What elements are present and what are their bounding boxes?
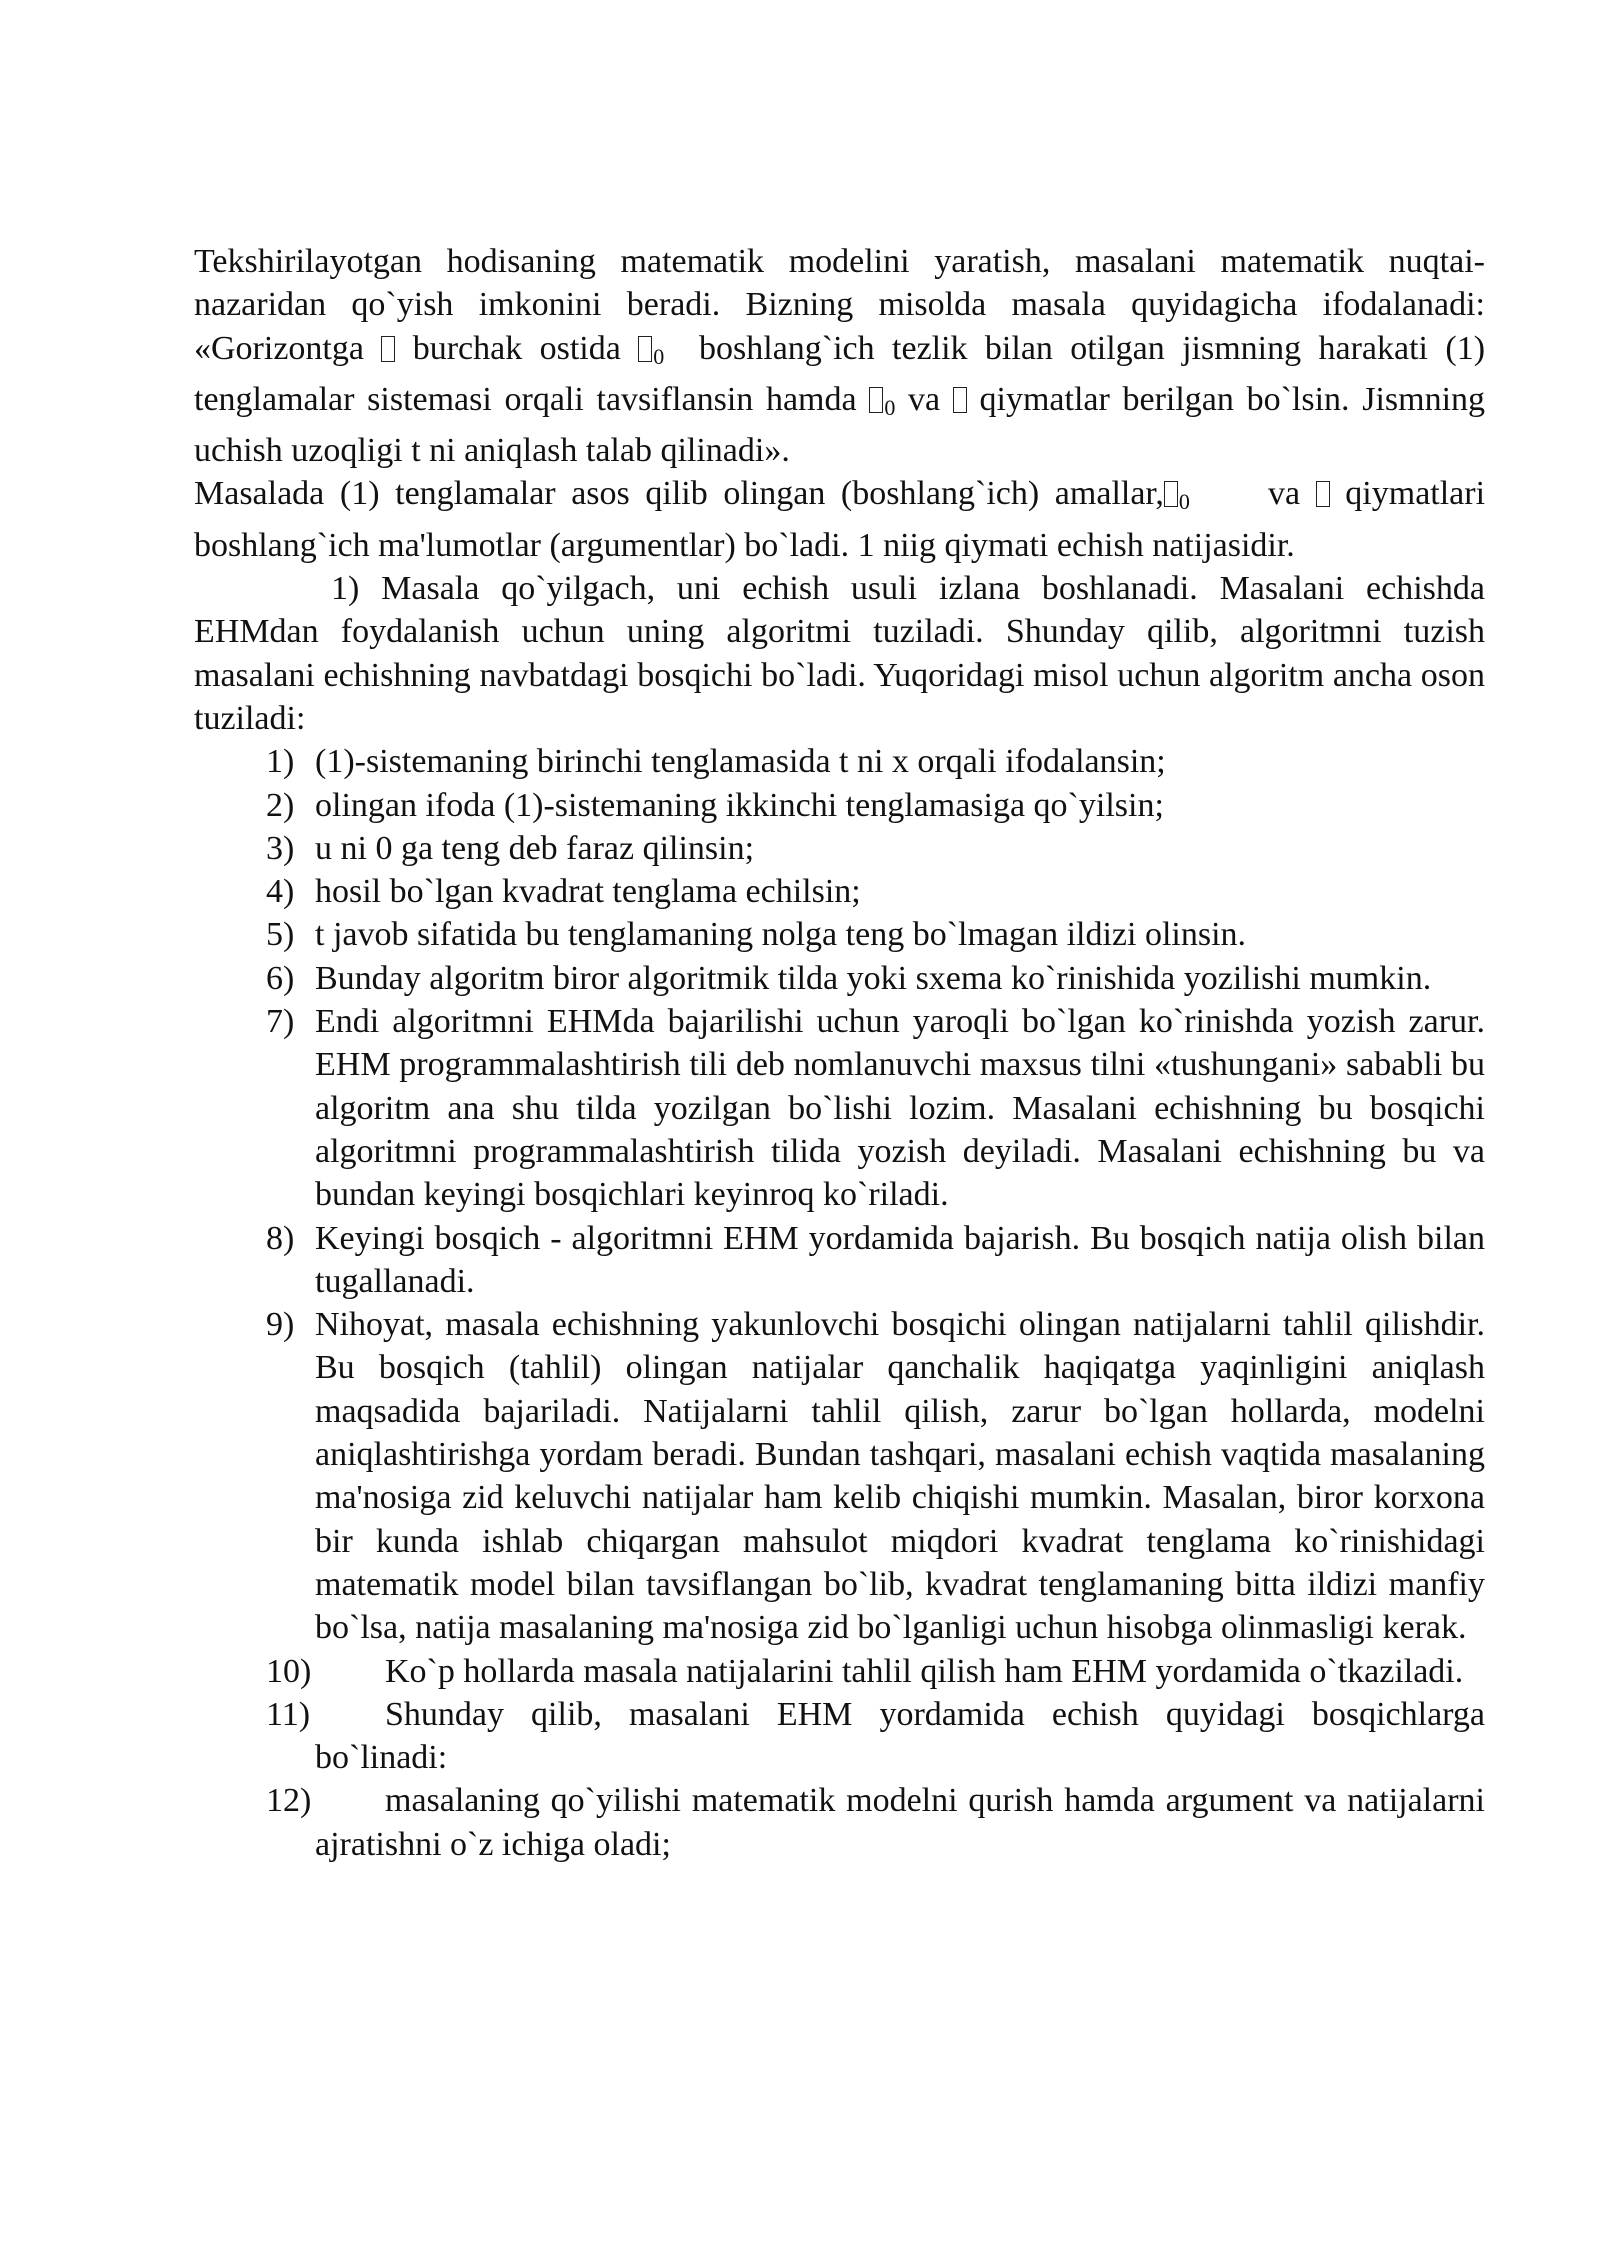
missing-symbol-glyph [638,336,652,362]
paragraph-intro [194,240,1485,472]
document-body [194,240,1485,1866]
missing-symbol-glyph [381,336,395,362]
text-span: qiymatlari boshlang`ich ma'lumotlar (argumentlar) bo`ladi. 1 niig qiymati echish natijasidir. [194,475,1486,564]
list-item [194,784,1485,827]
list-number: 5) [266,916,295,954]
list-text: Nihoyat, masala echishning yakunlovchi bosqichi olingan natijalarni tahlil qilishdir. Bu bosqich (tahlil) olingan natijalar qanchalik haqiqatga yaqinligini aniqlash maqsadida bajariladi. Natijalarni tahlil qilish, zarur bo`lgan hollarda, modelni aniqlashtirishga yordam beradi. Bundan tashqari, masalani echish vaqtida masalaning ma'nosiga zid keluvchi natijalar ham kelib chiqishi mumkin. Masalan, biror korxona bir kunda ishlab chiqargan mahsulot miqdori kvadrat tenglama ko`rinishidagi matematik model bilan tavsiflangan bo`lib, kvadrat tenglamaning bitta ildizi manfiy bo`lsa, natija masalaning ma'nosiga zid bo`lganligi uchun hisobga olinmasligi kerak. [315,1306,1485,1647]
list-number: 1) [266,743,295,781]
list-number: 6) [266,959,295,997]
text-span: va [908,380,941,418]
text-span: burchak ostida [412,329,621,367]
subscript: 0 [1178,489,1190,515]
list-text: Endi algoritmni EHMda bajarilishi uchun yaroqli bo`lgan ko`rinishda yozish zarur. EHM programmalashtirish tili deb nomlanuvchi maxsus tilni «tushungani» sababli bu algoritm ana shu tilda yozilgan bo`lishi lozim. Masalani echishning bu bosqichi algoritmni programmalashtirish tilida yozish deyiladi. Masalani echishning bu va bundan keyingi bosqichlari keyinroq ko`riladi. [315,1003,1485,1214]
text-span: Masalada (1) tenglamalar asos qilib olingan (boshlang`ich) amallar, [194,475,1164,513]
list-number: 8) [266,1219,295,1257]
list-item [194,870,1485,913]
list-item [194,740,1485,783]
list-item [194,1693,1485,1780]
list-item [194,1303,1485,1649]
list-item [194,957,1485,1000]
list-text: Ko`p hollarda masala natijalarini tahlil qilish ham EHM yordamida o`tkaziladi. [385,1652,1464,1690]
subscript: 0 [884,394,896,420]
list-text: t javob sifatida bu tenglamaning nolga teng bo`lmagan ildizi olinsin. [315,916,1247,954]
list-text: Shunday qilib, masalani EHM yordamida echish quyidagi bosqichlarga bo`linadi: [315,1695,1485,1777]
text-span: boshlang`ich tezlik bilan otilgan jismning harakati (1) tenglamalar sistemasi orqali tavsiflansin hamda [194,329,1486,418]
list-item [194,1779,1485,1866]
text-span: Tekshirilayotgan hodisaning matematik modelini yaratish, masalani matematik nuqtai-nazaridan qo`yish imkonini beradi. Bizning misolda masala quyidagicha ifodalanadi: «Gorizontga [194,243,1485,367]
list-text: masalaning qo`yilishi matematik modelni qurish hamda argument va natijalarni ajratishni o`z ichiga oladi; [315,1782,1485,1863]
list-item [194,1000,1485,1216]
list-number: 10) [266,1652,312,1690]
paragraph-arguments [194,472,1485,567]
list-item [194,1217,1485,1304]
list-number: 3) [266,829,295,867]
list-text: u ni 0 ga teng deb faraz qilinsin; [315,829,755,867]
missing-symbol-glyph [869,387,883,413]
list-text: olingan ifoda (1)-sistemaning ikkinchi tenglamasiga qo`yilsin; [315,786,1164,824]
list-text: (1)-sistemaning birinchi tenglamasida t ni x orqali ifodalansin; [315,743,1166,781]
list-number: 2) [266,786,295,824]
list-item [194,913,1485,956]
list-number: 7) [266,1003,295,1041]
missing-symbol-glyph [953,387,967,413]
missing-symbol-glyph [1316,481,1330,507]
list-text: Bunday algoritm biror algoritmik tilda yoki sxema ko`rinishida yozilishi mumkin. [315,959,1432,997]
text-span: va [1267,475,1301,513]
list-number: 11) [266,1695,311,1733]
subscript: 0 [653,343,665,369]
list-text: hosil bo`lgan kvadrat tenglama echilsin; [315,873,861,911]
list-text: Keyingi bosqich - algoritmni EHM yordamida bajarish. Bu bosqich natija olish bilan tugallanadi. [315,1219,1485,1300]
list-number: 12) [266,1782,312,1820]
list-item [194,1650,1485,1693]
numbered-list [194,740,1485,1866]
list-item [194,827,1485,870]
list-number: 9) [266,1306,295,1344]
text-span: qiymatlar berilgan bo`lsin. Jismning uchish uzoqligi t ni aniqlash talab qilinadi». [194,380,1486,470]
paragraph-algorithm: 1) Masala qo`yilgach, uni echish usuli izlana boshlanadi. Masalani echishda EHMdan foydalanish uchun uning algoritmi tuziladi. Shunday qilib, algoritmni tuzish masalani echishning navbatdagi bosqichi bo`ladi. Yuqoridagi misol uchun algoritm ancha oson tuziladi: [194,570,1485,737]
missing-symbol-glyph [1164,481,1178,507]
list-number: 4) [266,873,295,911]
